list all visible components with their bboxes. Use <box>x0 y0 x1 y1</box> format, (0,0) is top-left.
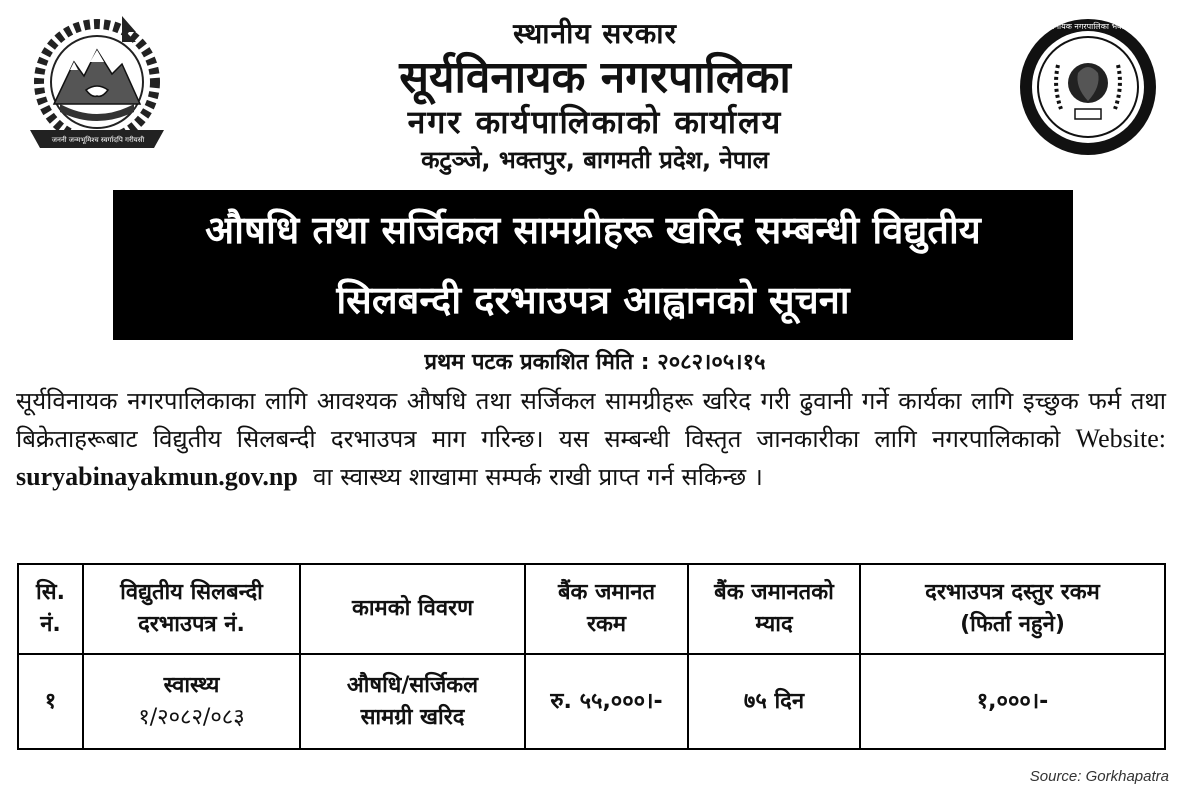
local-government-label: स्थानीय सरकार <box>513 17 677 50</box>
website-label: Website: <box>1075 424 1166 453</box>
seal-text: सूर्यविनायक नगरपालिका भक्तपुर २०७१ <box>1038 22 1153 31</box>
table-header-row <box>18 564 1165 654</box>
tender-table <box>17 563 1166 750</box>
municipality-seal-icon <box>1013 17 1163 167</box>
notice-title-line2: सिलबन्दी दरभाउपत्र आह्वानको सूचना <box>336 278 850 322</box>
office-address: कटुञ्जे, भक्तपुर, बागमती प्रदेश, नेपाल <box>421 146 769 174</box>
header-bid-fee: दरभाउपत्र दस्तुर रकम (फिर्ता नहुने) <box>860 564 1165 654</box>
table-row <box>18 654 1165 749</box>
source-credit: Source: Gorkhapatra <box>1029 768 1169 785</box>
notice-body <box>16 382 1166 496</box>
notice-title-banner <box>113 190 1073 340</box>
first-publication-date: प्रथम पटक प्रकाशित मिति : २०८२।०५।१५ <box>424 350 766 375</box>
coat-of-arms-motto: जननी जन्मभूमिश्च स्वर्गादपि गरीयसी <box>51 136 145 144</box>
header-guarantee-validity: बैंक जमानतको म्याद <box>688 564 860 654</box>
header-work-description: कामको विवरण <box>300 564 525 654</box>
cell-bid-number: स्वास्थ्य १/२०८२/०८३ <box>83 654 300 749</box>
header-bid-number: विद्युतीय सिलबन्दी दरभाउपत्र नं. <box>83 564 300 654</box>
office-name: नगर कार्यपालिकाको कार्यालय <box>407 103 783 141</box>
cell-serial-no: १ <box>18 654 83 749</box>
cell-bid-fee: १,०००।- <box>860 654 1165 749</box>
header-serial-no: सि. नं. <box>18 564 83 654</box>
notice-title-line1: औषधि तथा सर्जिकल सामग्रीहरू खरिद सम्बन्धी विद्युतीय <box>205 208 981 252</box>
municipality-name: सूर्यविनायक नगरपालिका <box>399 52 791 103</box>
cell-guarantee-validity: ७५ दिन <box>688 654 860 749</box>
body-text-intro: सूर्यविनायक नगरपालिकाका लागि आवश्यक औषधि तथा सर्जिकल सामग्रीहरू खरिद गरी ढुवानी गर्ने कार्यका लागि इच्छुक फर्म तथा बिक्रेताहरूबाट विद्युतीय सिलबन्दी दरभाउपत्र माग गरिन्छ। यस सम्बन्धी विस्तृत जानकारीका लागि नगरपालिकाको <box>16 387 1166 453</box>
nepal-coat-of-arms-icon <box>22 12 172 162</box>
cell-bank-guarantee: रु. ५५,०००।- <box>525 654 688 749</box>
header-bank-guarantee: बैंक जमानत रकम <box>525 564 688 654</box>
cell-work-description: औषधि/सर्जिकल सामग्री खरिद <box>300 654 525 749</box>
website-link[interactable]: suryabinayakmun.gov.np <box>16 462 298 491</box>
body-text-outro: वा स्वास्थ्य शाखामा सम्पर्क राखी प्राप्त गर्न सकिन्छ । <box>313 463 763 491</box>
